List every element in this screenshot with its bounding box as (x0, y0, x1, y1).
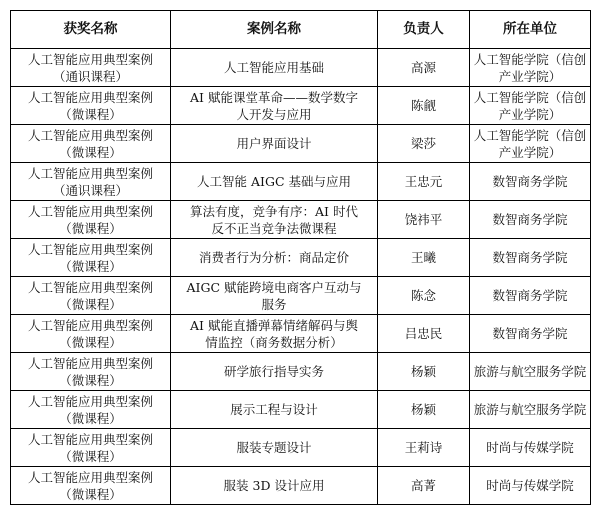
award-cell-line: 人工智能应用典型案例 (27, 393, 153, 409)
case-cell-line: AI 赋能直播弹幕情绪解码与舆 (190, 317, 358, 333)
award-cell-line: （微课程） (59, 334, 122, 350)
award-cell-line: 人工智能应用典型案例 (27, 203, 153, 219)
lead-cell-text: 陈念 (410, 288, 436, 303)
lead-cell (378, 315, 470, 353)
award-cell-line: 人工智能应用典型案例 (27, 431, 153, 447)
unit-cell (470, 125, 591, 163)
case-cell-line: AI 赋能课堂革命——数学数字 (190, 89, 358, 105)
lead-cell-text: 吕忠民 (404, 326, 443, 341)
case-cell-line: 消费者行为分析：商品定价 (198, 250, 349, 265)
unit-cell-line: 时尚与传媒学院 (486, 478, 574, 493)
unit-cell (470, 467, 591, 505)
lead-cell (378, 125, 470, 163)
case-cell (171, 353, 378, 391)
award-cell (11, 315, 171, 353)
award-cell (11, 353, 171, 391)
award-cell-line: （微课程） (59, 296, 122, 312)
award-cell-line: 人工智能应用典型案例 (27, 51, 153, 67)
unit-cell (470, 277, 591, 315)
award-cell-line: 人工智能应用典型案例 (27, 279, 153, 295)
unit-cell-line: 产业学院） (498, 106, 562, 122)
unit-cell (470, 239, 591, 277)
header-case: 案例名称 (171, 11, 378, 49)
lead-cell-text: 高源 (410, 60, 436, 75)
lead-cell-text: 王曦 (410, 250, 436, 265)
unit-cell (470, 201, 591, 239)
case-cell-line: 研学旅行指导实务 (223, 364, 324, 379)
lead-cell-text: 王忠元 (404, 174, 443, 189)
case-cell-line: 服装 3D 设计应用 (223, 478, 325, 493)
award-cell-line: （微课程） (59, 410, 122, 426)
award-cell-line: 人工智能应用典型案例 (27, 469, 153, 485)
unit-cell-line: 产业学院） (498, 68, 562, 84)
award-cell-line: 人工智能应用典型案例 (27, 127, 153, 143)
case-cell (171, 49, 378, 87)
unit-cell-line: 数智商务学院 (492, 288, 568, 303)
lead-cell (378, 163, 470, 201)
award-cell (11, 391, 171, 429)
lead-cell (378, 467, 470, 505)
table-row (11, 239, 591, 277)
award-cell-line: （微课程） (59, 106, 122, 122)
unit-cell-line: 人工智能学院（信创 (473, 89, 587, 105)
lead-cell-text: 饶祎平 (404, 212, 443, 227)
case-cell (171, 201, 378, 239)
case-cell-line: 人工智能 AIGC 基础与应用 (197, 174, 351, 189)
award-cell (11, 87, 171, 125)
case-cell-line: 反不正当竞争法微课程 (211, 220, 337, 236)
unit-cell (470, 49, 591, 87)
lead-cell-text: 高菁 (410, 478, 436, 493)
table-row (11, 429, 591, 467)
unit-cell-line: 数智商务学院 (492, 326, 568, 341)
case-cell (171, 163, 378, 201)
table-row (11, 201, 591, 239)
award-cell-line: （微课程） (59, 144, 122, 160)
award-cell (11, 239, 171, 277)
case-cell (171, 429, 378, 467)
lead-cell (378, 353, 470, 391)
unit-cell (470, 315, 591, 353)
lead-cell (378, 391, 470, 429)
case-cell-line: 服装专题设计 (236, 440, 312, 455)
case-cell-line: 人开发与应用 (236, 106, 312, 122)
unit-cell (470, 163, 591, 201)
award-cell (11, 277, 171, 315)
table-row (11, 163, 591, 201)
case-cell-line: AIGC 赋能跨境电商客户互动与 (186, 279, 362, 295)
award-cell (11, 467, 171, 505)
lead-cell-text: 梁莎 (410, 136, 436, 151)
case-cell (171, 315, 378, 353)
lead-cell (378, 49, 470, 87)
case-cell-line: 情监控（商务数据分析） (205, 334, 343, 350)
unit-cell (470, 353, 591, 391)
unit-cell (470, 429, 591, 467)
lead-cell-text: 王莉诗 (404, 440, 443, 455)
lead-cell (378, 87, 470, 125)
unit-cell-line: 旅游与航空服务学院 (473, 364, 587, 379)
case-cell-line: 展示工程与设计 (230, 402, 318, 417)
unit-cell (470, 391, 591, 429)
lead-cell-text: 杨颖 (410, 364, 436, 379)
lead-cell-text: 陈觎 (410, 98, 436, 113)
case-cell (171, 87, 378, 125)
award-cell-line: （微课程） (59, 258, 122, 274)
award-cell (11, 163, 171, 201)
award-cell (11, 125, 171, 163)
table-body (11, 49, 591, 505)
case-cell (171, 125, 378, 163)
header-unit: 所在单位 (470, 11, 591, 49)
unit-cell-line: 数智商务学院 (492, 212, 568, 227)
unit-cell-line: 人工智能学院（信创 (473, 127, 587, 143)
award-cell-line: 人工智能应用典型案例 (27, 165, 153, 181)
case-cell (171, 239, 378, 277)
case-cell (171, 467, 378, 505)
unit-cell-line: 时尚与传媒学院 (486, 440, 574, 455)
lead-cell (378, 429, 470, 467)
award-cell-line: 人工智能应用典型案例 (27, 89, 153, 105)
case-cell (171, 277, 378, 315)
case-cell-line: 算法有度，竞争有序：AI 时代 (190, 203, 358, 219)
award-cell-line: （通识课程） (52, 182, 128, 198)
award-cell (11, 201, 171, 239)
table-row (11, 125, 591, 163)
case-cell (171, 391, 378, 429)
award-cell-line: 人工智能应用典型案例 (27, 317, 153, 333)
table-row (11, 391, 591, 429)
unit-cell (470, 87, 591, 125)
award-cell-line: 人工智能应用典型案例 (27, 355, 153, 371)
awards-table (10, 10, 591, 505)
award-cell-line: （通识课程） (52, 68, 128, 84)
case-cell-line: 服务 (261, 296, 287, 312)
table-row (11, 277, 591, 315)
lead-cell (378, 277, 470, 315)
header-row (11, 11, 591, 49)
lead-cell (378, 201, 470, 239)
header-award: 获奖名称 (11, 11, 171, 49)
case-cell-line: 人工智能应用基础 (223, 60, 324, 75)
unit-cell-line: 数智商务学院 (492, 174, 568, 189)
award-cell-line: （微课程） (59, 220, 122, 236)
table-row (11, 353, 591, 391)
table-row (11, 315, 591, 353)
unit-cell-line: 数智商务学院 (492, 250, 568, 265)
award-cell (11, 49, 171, 87)
award-cell-line: （微课程） (59, 448, 122, 464)
lead-cell (378, 239, 470, 277)
header-lead: 负责人 (378, 11, 470, 49)
unit-cell-line: 产业学院） (498, 144, 562, 160)
award-cell-line: （微课程） (59, 486, 122, 502)
table-row (11, 87, 591, 125)
table-row (11, 467, 591, 505)
lead-cell-text: 杨颖 (410, 402, 436, 417)
award-cell-line: （微课程） (59, 372, 122, 388)
case-cell-line: 用户界面设计 (236, 136, 312, 151)
unit-cell-line: 人工智能学院（信创 (473, 51, 587, 67)
table-row (11, 49, 591, 87)
unit-cell-line: 旅游与航空服务学院 (473, 402, 587, 417)
award-cell-line: 人工智能应用典型案例 (27, 241, 153, 257)
award-cell (11, 429, 171, 467)
